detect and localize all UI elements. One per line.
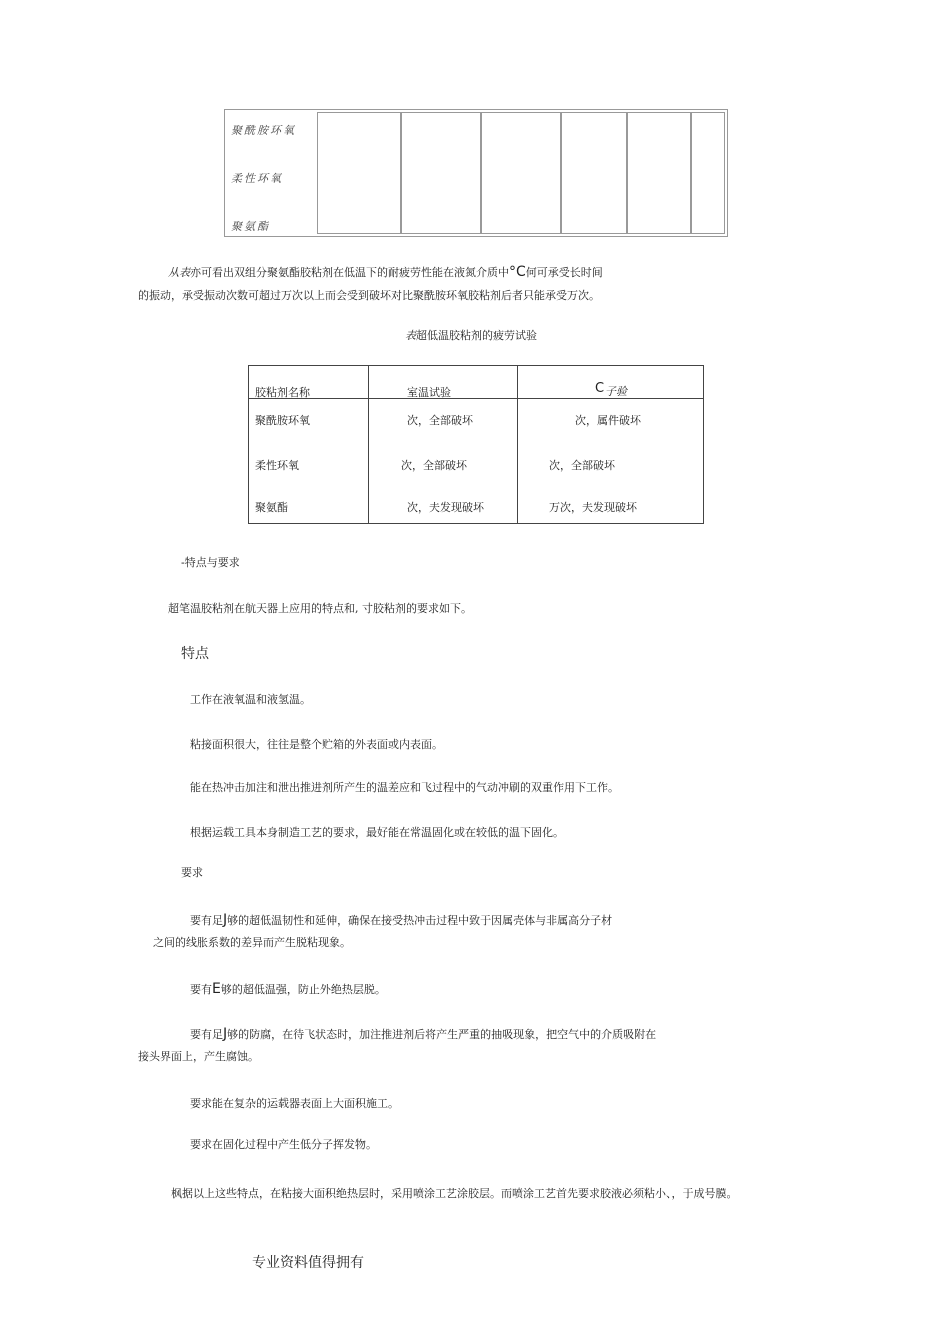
text: 够的超低温强，防止外绝热层脱。 bbox=[220, 983, 386, 996]
requirement-item: 要求能在复杂的运载器表面上大面积施工。 bbox=[190, 1097, 399, 1110]
text: 超低温胶粘剂的疲劳试验 bbox=[416, 329, 537, 342]
features-title: 特点 bbox=[181, 646, 209, 662]
requirement-item-continuation: 接头界面上，产生腐蚀。 bbox=[138, 1050, 259, 1063]
requirements-title: 要求 bbox=[181, 866, 203, 879]
scanned-table-image bbox=[224, 109, 728, 237]
text: 亦可看出双组分聚氨酯胶粘剂在低温下的耐疲劳性能在液氮介质中 bbox=[190, 266, 509, 279]
table-cell: 次，全部破坏 bbox=[549, 459, 615, 472]
table-cell: 次，全部破坏 bbox=[407, 414, 473, 427]
text: 要有 bbox=[190, 983, 212, 996]
table-caption bbox=[405, 329, 537, 343]
paragraph-line: 的振动，承受振动次数可超过万次以上而会受到破坏对比聚酰胺环氧胶粘剂后者只能承受万次。 bbox=[138, 289, 600, 302]
scanned-row-label: 聚酰胺环氧 bbox=[231, 124, 296, 137]
feature-item: 工作在液氧温和液氢温。 bbox=[190, 693, 311, 706]
table-divider bbox=[249, 398, 703, 399]
table-cell: 次，属件破坏 bbox=[575, 414, 641, 427]
scanned-cell bbox=[561, 112, 627, 234]
page-footer: 专业资料值得拥有 bbox=[252, 1255, 364, 1271]
intro-paragraph: 超笔温胶粘剂在航天器上应用的特点和, 寸胶粘剂的要求如下。 bbox=[168, 602, 472, 615]
scanned-cell bbox=[627, 112, 691, 234]
table-cell: 聚氨酯 bbox=[255, 501, 288, 514]
text: 够的防腐，在待飞状态时，加注推进剂后将产生严重的抽吸现象，把空气中的介质吸附在 bbox=[227, 1028, 657, 1041]
conclusion-paragraph: 枫据以上这些特点，在粘接大面积绝热层时，采用喷涂工艺涂胶层。而喷涂工艺首先要求胶液必须粘小、，于成号膜。 bbox=[171, 1187, 738, 1200]
table-cell: 万次，夫发现破坏 bbox=[549, 501, 637, 514]
table-cell: 聚酰胺环氧 bbox=[255, 414, 310, 427]
scanned-cell bbox=[691, 112, 725, 234]
scanned-cell bbox=[317, 112, 401, 234]
text: J bbox=[223, 1026, 228, 1042]
table-cell: 次，全部破坏 bbox=[401, 459, 467, 472]
text: E bbox=[212, 981, 221, 997]
table-header: 子验 bbox=[605, 385, 627, 398]
table-header: C bbox=[595, 381, 605, 396]
scanned-cell bbox=[481, 112, 561, 234]
feature-item: 能在热冲击加注和泄出推进剂所产生的温差应和飞过程中的气动冲刷的双重作用下工作。 bbox=[190, 781, 619, 794]
scanned-row-label: 柔性环氧 bbox=[231, 172, 283, 185]
text: 要有足 bbox=[190, 1028, 223, 1041]
italic-text: 从表 bbox=[168, 266, 190, 279]
paragraph-line bbox=[168, 265, 603, 280]
feature-item: 粘接面积很大，往往是整个贮箱的外表面或内表面。 bbox=[190, 738, 443, 751]
requirement-item: 要求在固化过程中产生低分子挥发物。 bbox=[190, 1138, 377, 1151]
table-header: 胶粘剂名称 bbox=[255, 386, 310, 399]
scanned-cell bbox=[401, 112, 481, 234]
requirement-item bbox=[190, 982, 386, 997]
unit-text: °C bbox=[509, 264, 526, 280]
italic-text: 表 bbox=[405, 329, 416, 342]
requirement-item bbox=[190, 913, 612, 928]
text: 够的超低温韧性和延伸，确保在接受热冲击过程中致于因属壳体与非属高分子材 bbox=[227, 914, 613, 927]
table-cell: 次，夫发现破坏 bbox=[407, 501, 484, 514]
requirement-item bbox=[190, 1027, 656, 1042]
text: 要有足 bbox=[190, 914, 223, 927]
text: 何可承受长时间 bbox=[525, 266, 603, 279]
scanned-row-label: 聚氨酯 bbox=[231, 220, 270, 233]
table-divider bbox=[368, 366, 369, 523]
table-header: 室温试验 bbox=[407, 386, 451, 399]
fatigue-table bbox=[248, 365, 704, 524]
table-divider bbox=[517, 366, 518, 523]
requirement-item-continuation: 之间的线胀系数的差异而产生脱粘现象。 bbox=[153, 936, 351, 949]
text: J bbox=[223, 912, 228, 928]
feature-item: 根据运载工具本身制造工艺的要求，最好能在常温固化或在较低的温下固化。 bbox=[190, 826, 564, 839]
section-heading: -特点与要求 bbox=[181, 556, 240, 569]
table-cell: 柔性环氧 bbox=[255, 459, 299, 472]
